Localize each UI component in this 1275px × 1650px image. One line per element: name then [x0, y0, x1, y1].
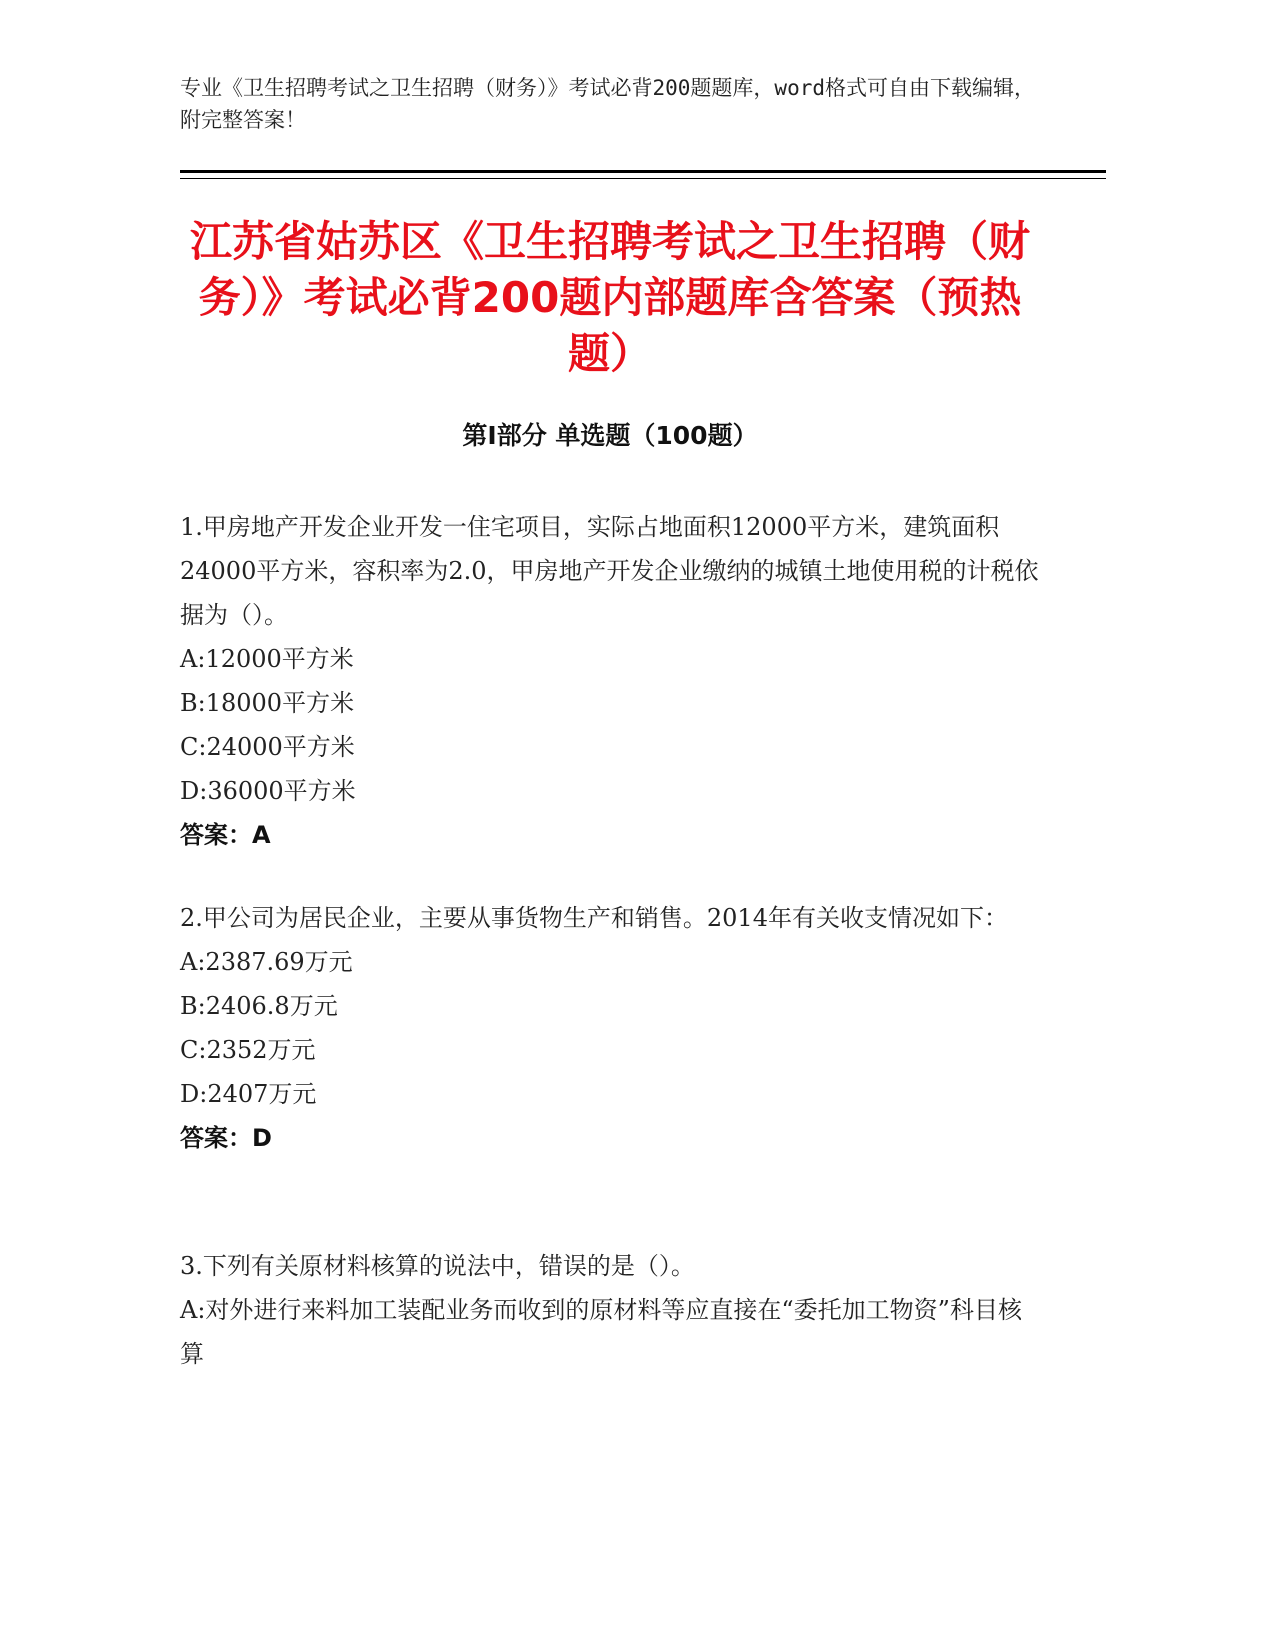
option-c: C:2352万元 — [180, 1036, 316, 1064]
section-heading: 第Ⅰ部分 单选题（100题） — [462, 421, 758, 450]
document-title: 江苏省姑苏区《卫生招聘考试之卫生招聘（财务）》考试必背200题内部题库含答案（预热题） — [189, 217, 1030, 378]
question-stem: 2.甲公司为居民企业，主要从事货物生产和销售。2014年有关收支情况如下： — [180, 904, 1008, 932]
answer: 答案：D — [180, 1124, 272, 1152]
header-note: 专业《卫生招聘考试之卫生招聘（财务）》考试必背200题题库，word格式可自由下载编辑，附完整答案！ — [180, 76, 1035, 132]
option-d: D:36000平方米 — [180, 777, 356, 805]
question-1 — [180, 505, 1040, 857]
question-3 — [180, 1244, 1040, 1376]
header-rule-thin — [180, 178, 1106, 179]
option-a: A:12000平方米 — [180, 645, 354, 673]
answer: 答案：A — [180, 821, 271, 849]
option-b: B:18000平方米 — [180, 689, 355, 717]
question-stem: 1.甲房地产开发企业开发一住宅项目，实际占地面积12000平方米，建筑面积24000平方米，容积率为2.0，甲房地产开发企业缴纳的城镇土地使用税的计税依据为（）。 — [180, 513, 1039, 629]
question-2 — [180, 896, 1040, 1160]
option-c: C:24000平方米 — [180, 733, 355, 761]
option-a: A:对外进行来料加工装配业务而收到的原材料等应直接在“委托加工物资”科目核算 — [180, 1296, 1022, 1368]
option-a: A:2387.69万元 — [180, 948, 353, 976]
option-d: D:2407万元 — [180, 1080, 317, 1108]
question-stem: 3.下列有关原材料核算的说法中，错误的是（）。 — [180, 1252, 695, 1280]
option-b: B:2406.8万元 — [180, 992, 338, 1020]
header-rule-thick — [180, 170, 1106, 173]
